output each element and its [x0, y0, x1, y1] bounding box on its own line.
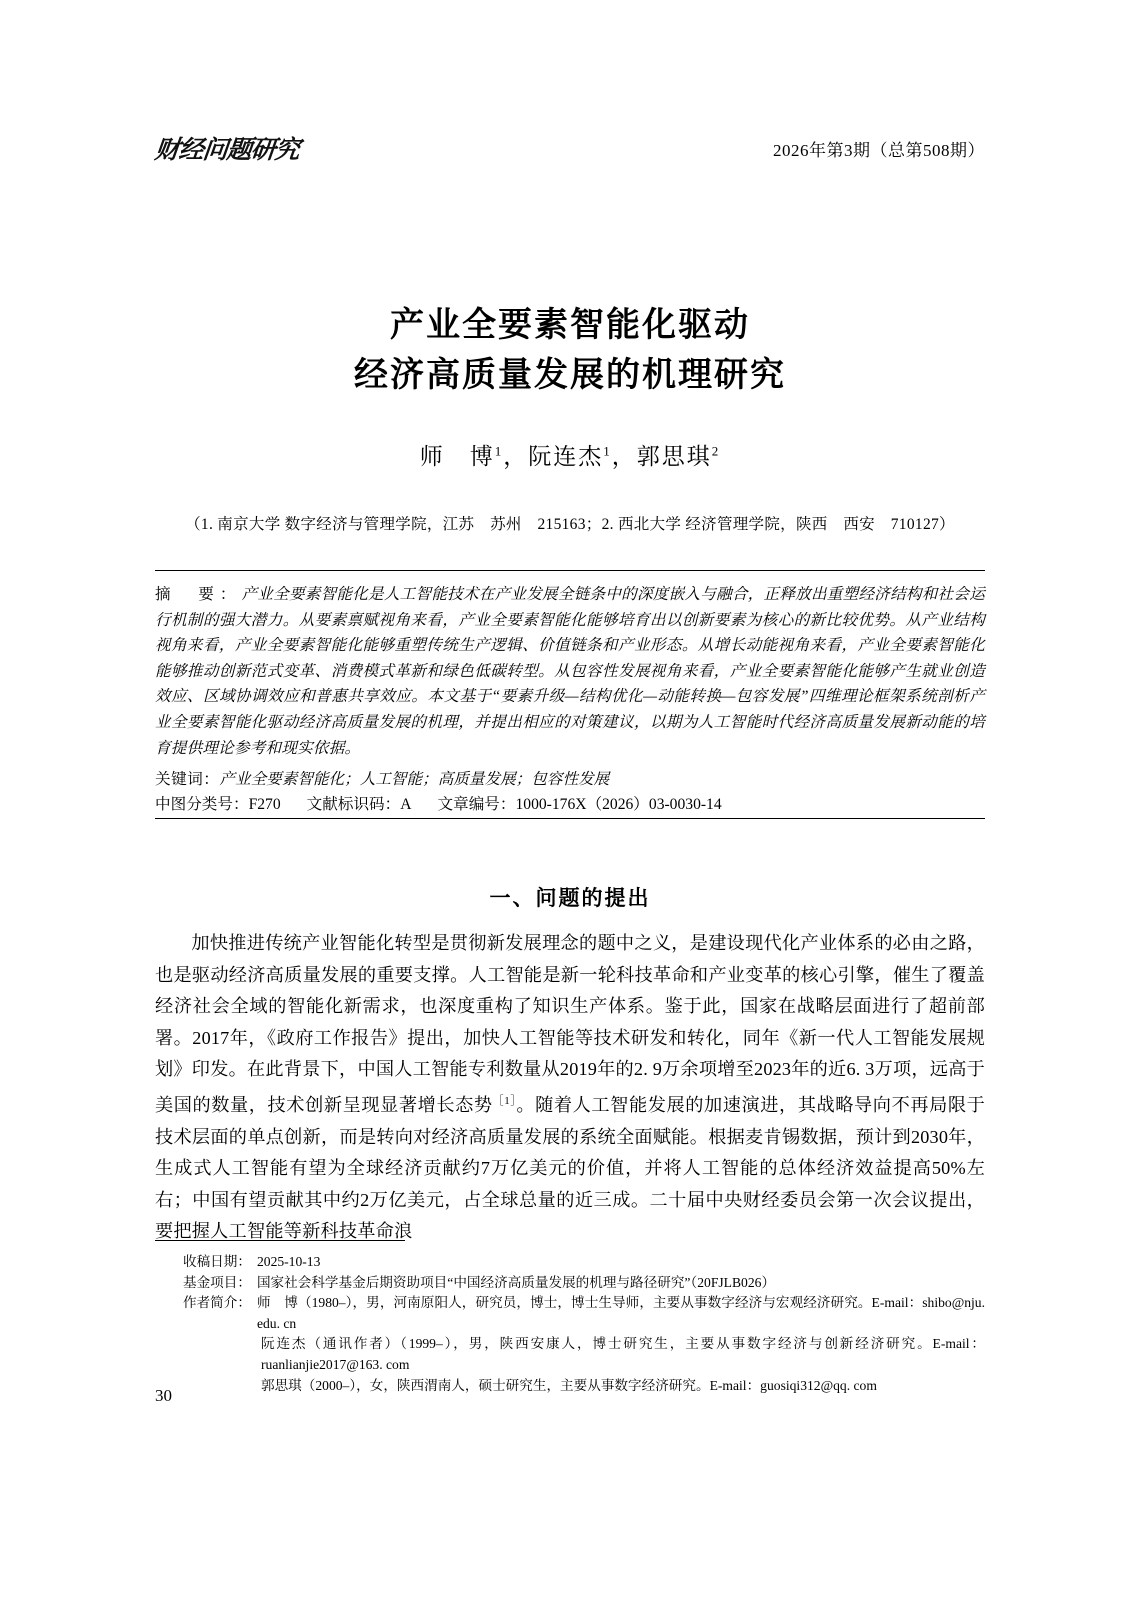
abstract-label: 摘 要： [155, 586, 242, 603]
classification-block [155, 794, 985, 816]
author-3: ，郭思琪 [611, 444, 712, 469]
issue-info: 2026年第3期（总第508期） [773, 141, 985, 160]
page-number: 30 [155, 1386, 172, 1405]
footnote-author [183, 1293, 985, 1334]
keywords-label: 关键词： [155, 771, 220, 788]
author-2: ，阮连杰 [503, 444, 604, 469]
title-line-2: 经济高质量发展的机理研究 [354, 355, 786, 395]
fund-value: 国家社会科学基金后期资助项目“中国经济高质量发展的机理与路径研究”（20FJLB026） [256, 1274, 776, 1290]
keywords-text: 产业全要素智能化；人工智能；高质量发展；包容性发展 [219, 771, 610, 788]
document-code-value: A [400, 796, 412, 813]
abstract-text: 产业全要素智能化是人工智能技术在产业发展全链条中的深度嵌入与融合，正释放出重塑经济结构和社会运行机制的强大潜力。从要素禀赋视角来看，产业全要素智能化能够培育出以创新要素为核心的新比较优势。从产业结构视角来看，产业全要素智能化能够重塑传统生产逻辑、价值链条和产业形态。从增长动能视角来看，产业全要素智能化能够推动创新范式变革、消费模式革新和绿色低碳转型。从包容性发展视角来看，产业全要素智能化能够产生就业创造效应、区域协调效应和普惠共享效应。本文基于“要素升级—结构优化—动能转换—包容发展”四维理论框架系统剖析产业全要素智能化驱动经济高质量发展的机理，并提出相应的对策建议，以期为人工智能时代经济高质量发展新动能的培育提供理论参考和现实依据。 [155, 586, 985, 757]
fund-label: 基金项目： [183, 1274, 251, 1290]
paragraph-part-2: 。随着人工智能发展的加速演进，其战略导向不再局限于技术层面的单点创新，而是转向对经济高质量发展的系统全面赋能。根据麦肯锡数据，预计到2030年，生成式人工智能有望为全球经济贡献约7万亿美元的价值，并将人工智能的总体经济效益提高50%左右；中国有望贡献其中约2万亿美元，占全球总量的近三成。二十届中央财经委员会第一次会议提出，要把握人工智能等新科技革命浪 [155, 1095, 985, 1242]
received-label: 收稿日期： [183, 1254, 251, 1269]
author-list [155, 438, 985, 471]
keywords-block [155, 768, 985, 792]
affiliation: （1. 南京大学 数字经济与管理学院，江苏 苏州 215163；2. 西北大学 经济管理学院，陕西 西安 710127） [185, 516, 955, 533]
section-paragraph [155, 928, 985, 1248]
page-header [155, 130, 985, 170]
footnotes-block [183, 1252, 985, 1396]
author-bio-2: 阮连杰（通讯作者）（1999–），男，陕西安康人，博士研究生，主要从事数字经济与创新经济研究。E-mail：ruanlianjie2017@163. com [261, 1336, 985, 1372]
author-2-affiliation-mark: 1 [603, 443, 612, 459]
article-id-label: 文章编号： [437, 796, 516, 813]
author-1: 师 博 [419, 444, 495, 469]
author-1-affiliation-mark: 1 [494, 443, 504, 459]
abstract-bottom-rule [155, 818, 985, 819]
paragraph-part-1: 加快推进传统产业智能化转型是贯彻新发展理念的题中之义，是建设现代化产业体系的必由之路，也是驱动经济高质量发展的重要支撑。人工智能是新一轮科技革命和产业变革的核心引擎，催生了覆盖经济社会全域的智能化新需求，也深度重构了知识生产体系。鉴于此，国家在战略层面进行了超前部署。2017年，《政府工作报告》提出，加快人工智能等技术研发和转化，同年《新一代人工智能发展规划》印发。在此背景下，中国人工智能专利数量从2019年的2. 9万余项增至2023年的近6. 3万项，远高于美国的数量，技术创新呈现显著增长态势 [155, 933, 985, 1116]
abstract-top-rule [155, 570, 985, 571]
footnote-fund [183, 1273, 985, 1294]
citation-mark: ［1］ [492, 1094, 517, 1107]
page-title [155, 300, 985, 400]
received-value: 2025-10-13 [256, 1254, 321, 1269]
document-code-label: 文献标识码： [306, 796, 401, 813]
author-3-affiliation-mark: 2 [711, 443, 721, 459]
clc-label: 中图分类号： [155, 796, 249, 813]
author-bio-3: 郭思琪（2000–），女，陕西渭南人，硕士研究生，主要从事数字经济研究。E-mail：guosiqi312@qq. com [261, 1377, 877, 1393]
author-bio-1: 师 博（1980–），男，河南原阳人，研究员，博士，博士生导师，主要从事数字经济与宏观经济研究。E-mail：shibo@nju. edu. cn [256, 1295, 985, 1331]
author-bio-label: 作者简介： [183, 1295, 251, 1311]
journal-logo: 财经问题研究 [153, 135, 301, 164]
footnote-rule [155, 1240, 405, 1241]
article-id-value: 1000-176X（2026）03-0030-14 [515, 796, 722, 813]
clc-value: F270 [248, 796, 281, 813]
section-heading: 一、问题的提出 [489, 886, 651, 910]
footnote-received [183, 1252, 985, 1273]
title-line-1: 产业全要素智能化驱动 [390, 305, 750, 345]
abstract-block [155, 582, 985, 761]
